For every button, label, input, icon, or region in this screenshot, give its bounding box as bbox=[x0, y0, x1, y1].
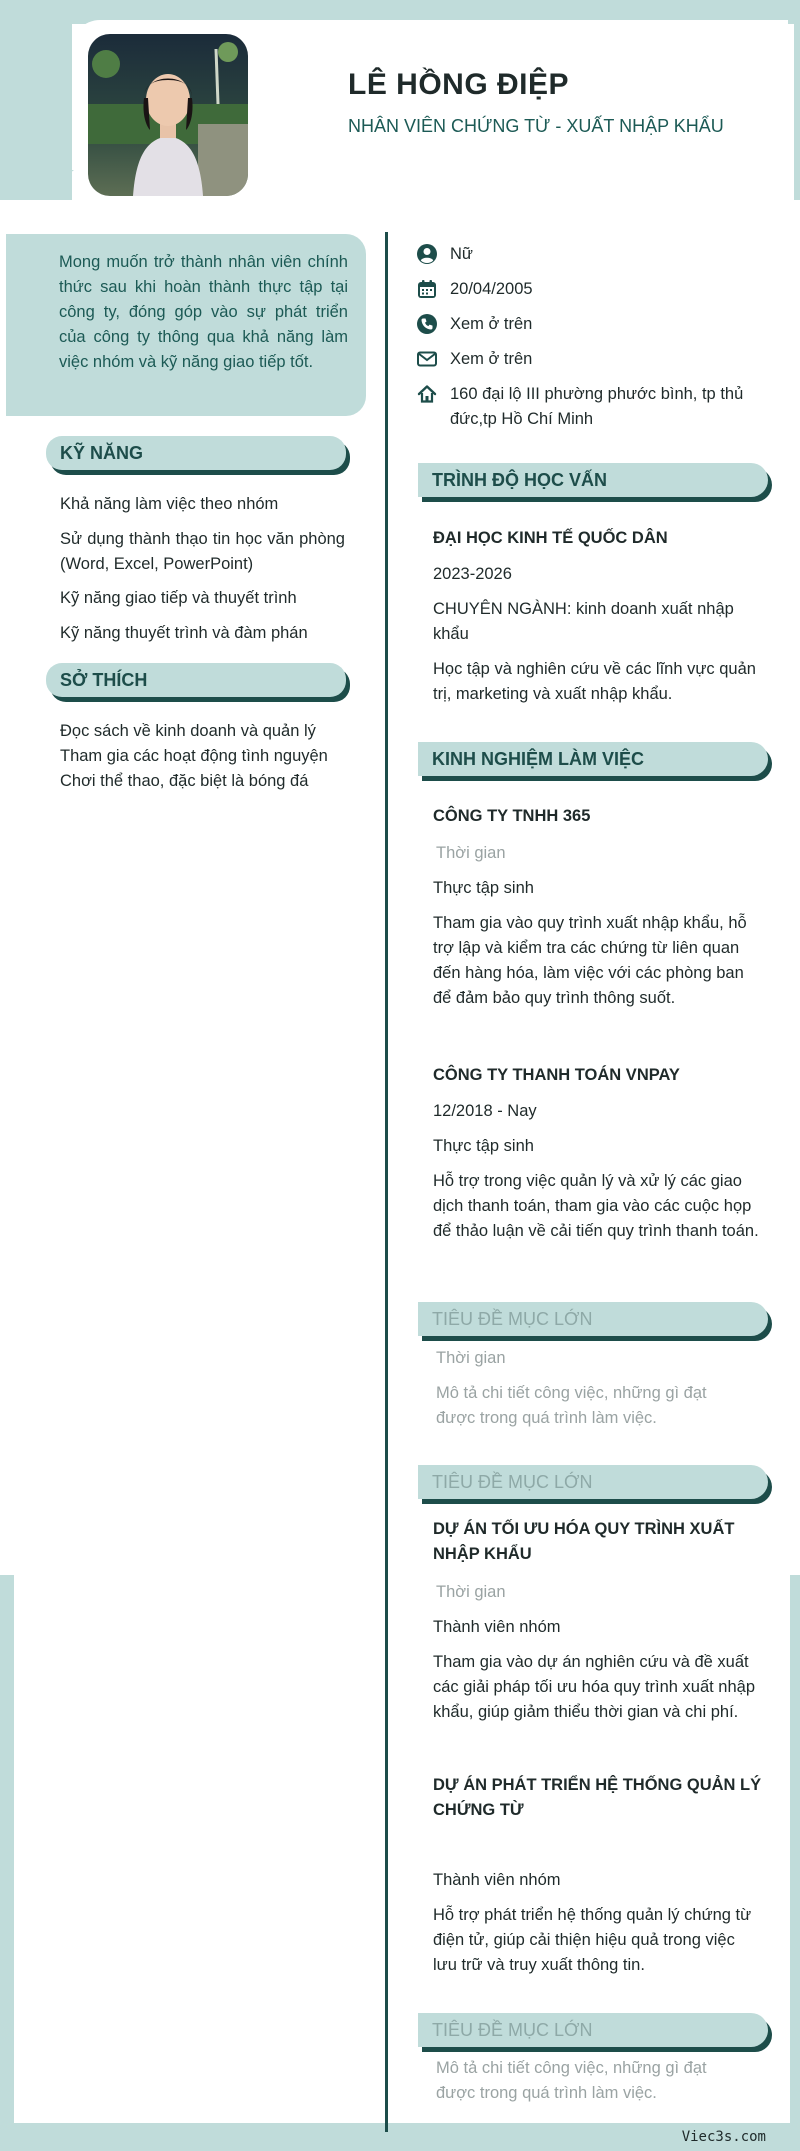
placeholder-description: Mô tả chi tiết công việc, những gì đạt được trong quá trình làm việc. bbox=[436, 1384, 707, 1427]
avatar bbox=[88, 34, 248, 196]
hobby-item: Tham gia các hoạt động tình nguyện bbox=[60, 747, 328, 765]
job-description: Tham gia vào quy trình xuất nhập khẩu, hỗ trợ lập và kiểm tra các chứng từ liên quan đến hàng hóa, làm việc với các phòng ban để đảm bảo quy trình thông suốt. bbox=[433, 914, 747, 1007]
watermark: Viec3s.com bbox=[681, 2129, 766, 2145]
education-description: Học tập và nghiên cứu về các lĩnh vực quản trị, marketing và xuất nhập khẩu. bbox=[433, 660, 756, 703]
column-divider bbox=[385, 232, 388, 2132]
address-value: 160 đại lộ III phường phước bình, tp thủ đức,tp Hồ Chí Minh bbox=[450, 385, 744, 428]
email-icon bbox=[416, 348, 438, 370]
gender-value: Nữ bbox=[450, 245, 473, 263]
placeholder-description: Mô tả chi tiết công việc, những gì đạt được trong quá trình làm việc. bbox=[436, 2059, 707, 2102]
hobby-item: Chơi thể thao, đặc biệt là bóng đá bbox=[60, 772, 309, 790]
school-name: ĐẠI HỌC KINH TẾ QUỐC DÂN bbox=[433, 529, 668, 547]
contact-birthday bbox=[416, 277, 776, 302]
skill-item: Kỹ năng giao tiếp và thuyết trình bbox=[60, 589, 297, 607]
job-description: Hỗ trợ trong việc quản lý và xử lý các giao dịch thanh toán, tham gia vào các cuộc họp để thảo luận về cải tiến quy trình thanh toán. bbox=[433, 1172, 759, 1240]
education-major: CHUYÊN NGÀNH: kinh doanh xuất nhập khẩu bbox=[433, 600, 734, 643]
skill-item: Kỹ năng thuyết trình và đàm phán bbox=[60, 624, 308, 642]
skill-item: Sử dụng thành thạo tin học văn phòng (Word, Excel, PowerPoint) bbox=[60, 530, 345, 573]
candidate-name: LÊ HỒNG ĐIỆP bbox=[348, 68, 570, 101]
contact-address bbox=[416, 382, 776, 432]
career-objective: Mong muốn trở thành nhân viên chính thức sau khi hoàn thành thực tập tại công ty, đóng góp vào sự phát triển của công ty thông qua khả năng làm việc nhóm và kỹ năng giao tiếp tốt. bbox=[6, 234, 366, 416]
project-role: Thành viên nhóm bbox=[433, 1871, 561, 1889]
placeholder-heading: TIÊU ĐỀ MỤC LỚN bbox=[418, 2013, 768, 2047]
bottom-right-decor bbox=[790, 1575, 800, 2151]
project-description: Hỗ trợ phát triển hệ thống quản lý chứng từ điện tử, giúp cải thiện hiệu quả trong việc lưu trữ và truy xuất thông tin. bbox=[433, 1906, 752, 1974]
email-value: Xem ở trên bbox=[450, 350, 533, 368]
contact-email bbox=[416, 347, 776, 372]
contact-phone bbox=[416, 312, 776, 337]
hobby-item: Đọc sách về kinh doanh và quản lý bbox=[60, 722, 316, 740]
project-title: DỰ ÁN TỐI ƯU HÓA QUY TRÌNH XUẤT NHẬP KHẨU bbox=[433, 1520, 735, 1563]
job-period: 12/2018 - Nay bbox=[433, 1102, 537, 1120]
phone-icon bbox=[416, 313, 438, 335]
contact-gender bbox=[416, 242, 776, 267]
experience-heading: KINH NGHIỆM LÀM VIỆC bbox=[418, 742, 768, 776]
hobbies-heading: SỞ THÍCH bbox=[46, 663, 346, 697]
corner-decor bbox=[34, 170, 74, 200]
project-period: Thời gian bbox=[436, 1583, 506, 1601]
job-role: Thực tập sinh bbox=[433, 879, 534, 897]
phone-value: Xem ở trên bbox=[450, 315, 533, 333]
project-title: DỰ ÁN PHÁT TRIỂN HỆ THỐNG QUẢN LÝ CHỨNG TỪ bbox=[433, 1776, 762, 1819]
placeholder-heading: TIÊU ĐỀ MỤC LỚN bbox=[418, 1302, 768, 1336]
project-role: Thành viên nhóm bbox=[433, 1618, 561, 1636]
education-period: 2023-2026 bbox=[433, 565, 512, 583]
projects-heading: TIÊU ĐỀ MỤC LỚN bbox=[418, 1465, 768, 1499]
skill-item: Khả năng làm việc theo nhóm bbox=[60, 495, 279, 513]
user-icon bbox=[416, 243, 438, 265]
placeholder-period: Thời gian bbox=[436, 1349, 506, 1367]
skills-heading: KỸ NĂNG bbox=[46, 436, 346, 470]
education-heading: TRÌNH ĐỘ HỌC VẤN bbox=[418, 463, 768, 497]
birthday-value: 20/04/2005 bbox=[450, 280, 533, 298]
bottom-left-decor bbox=[0, 1575, 14, 2151]
right-decor-strip bbox=[794, 0, 800, 200]
job-title: NHÂN VIÊN CHỨNG TỪ - XUẤT NHẬP KHẨU bbox=[348, 116, 724, 136]
home-icon bbox=[416, 383, 438, 405]
job-period: Thời gian bbox=[436, 844, 506, 862]
calendar-icon bbox=[416, 278, 438, 300]
job-company: CÔNG TY THANH TOÁN VNPAY bbox=[433, 1066, 680, 1084]
project-description: Tham gia vào dự án nghiên cứu và đề xuất các giải pháp tối ưu hóa quy trình xuất nhập khẩu, giúp giảm thiểu thời gian và chi phí. bbox=[433, 1653, 756, 1721]
bottom-decor-band bbox=[0, 2123, 800, 2151]
job-role: Thực tập sinh bbox=[433, 1137, 534, 1155]
job-company: CÔNG TY TNHH 365 bbox=[433, 807, 591, 825]
